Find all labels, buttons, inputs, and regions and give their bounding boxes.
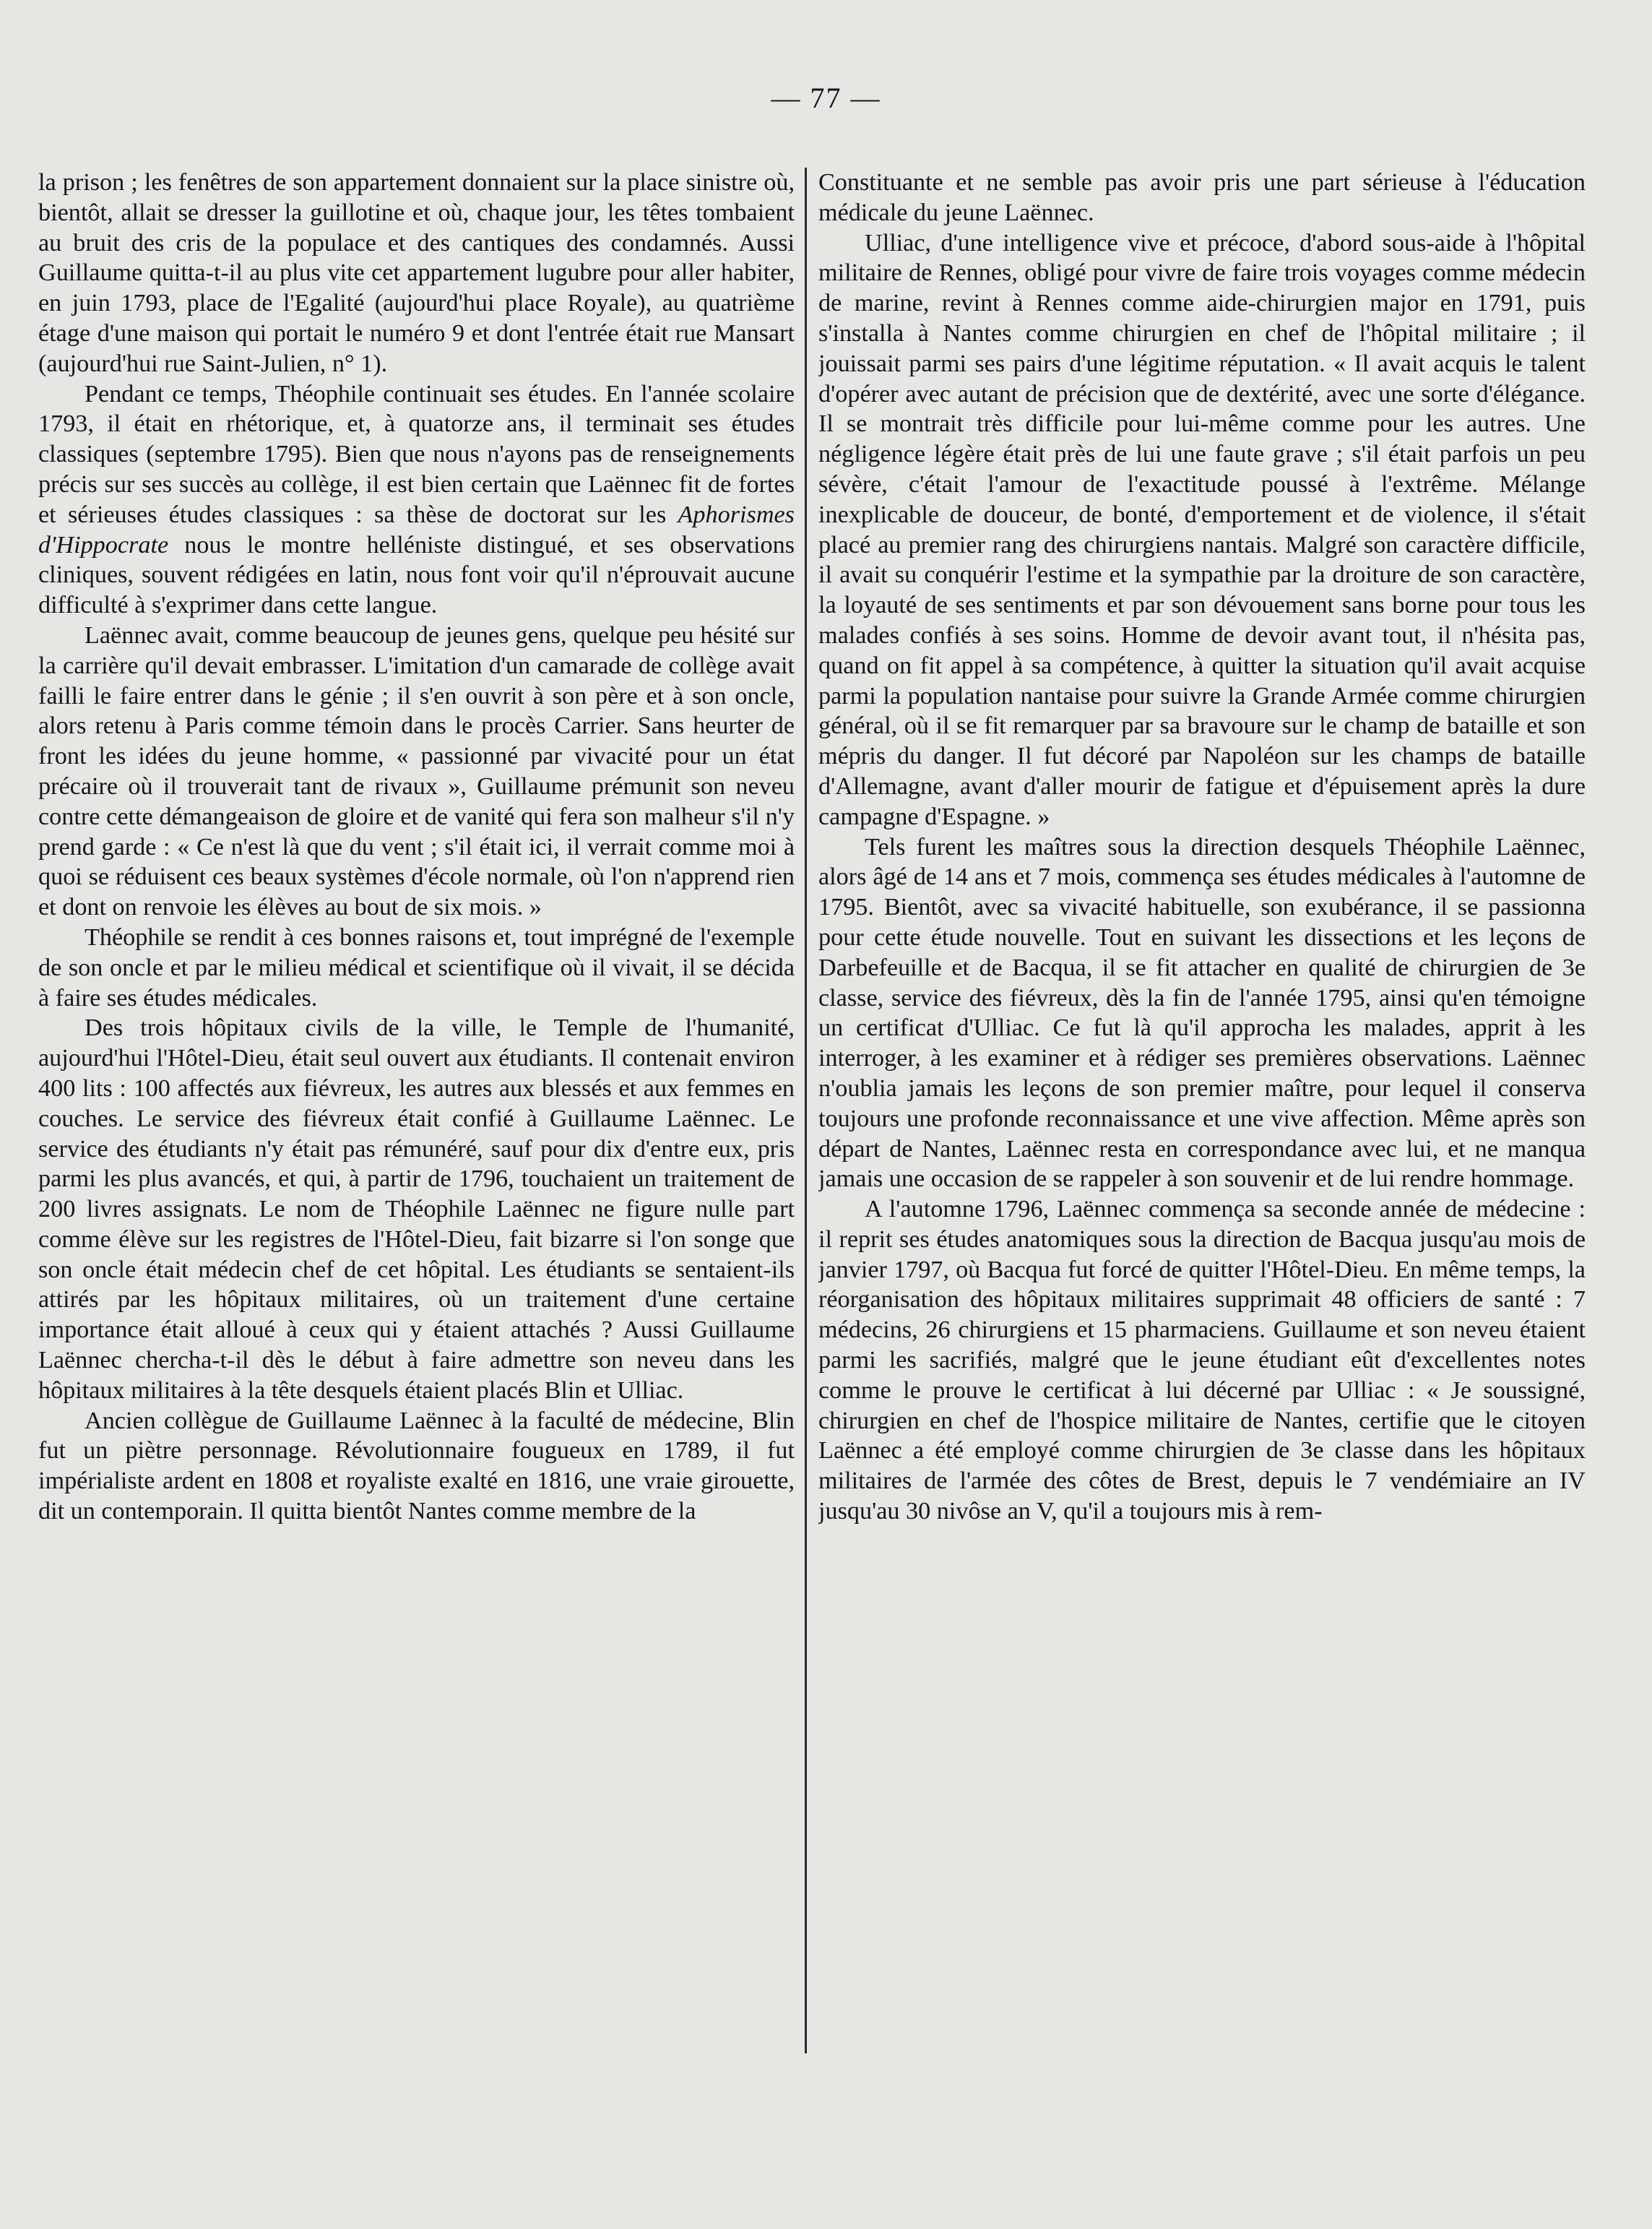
paragraph: Tels furent les maîtres sous la direction desquels Théophile Laënnec, alors âgé de 14 ans et 7 mois, commença ses études médicales à l'automne de 1795. Bientôt, avec sa vivacité habituelle, son exubérance, il se passionna pour cette étude nouvelle. Tout en suivant les dissections et les leçons de Darbefeuille et de Bacqua, il se fit attacher en qualité de chirurgien de 3e classe, service des fiévreux, dès la fin de l'année 1795, ainsi qu'en témoigne un certificat d'Ulliac. Ce fut là qu'il approcha les malades, apprit à les interroger, à les examiner et à rédiger ses premières observations. Laënnec n'oublia jamais les leçons de son premier maître, pour lequel il conserva toujours une profonde reconnaissance et une vive affection. Même après son départ de Nantes, Laënnec resta en correspondance avec lui, et ne manqua jamais une occasion de se rappeler à son souvenir et de lui rendre hommage. xyxy=(818,833,1586,1193)
paragraph xyxy=(38,379,795,621)
paragraph: Ulliac, d'une intelligence vive et précoce, d'abord sous-aide à l'hôpital militaire de Rennes, obligé pour vivre de faire trois voyages comme médecin de marine, revint à Rennes comme aide-chirurgien major en 1791, puis s'installa à Nantes comme chirurgien en chef de l'hôpital militaire ; il jouissait parmi ses pairs d'une légitime réputation. « Il avait acquis le talent d'opérer avec autant de précision que de dextérité, avec une sorte d'élégance. Il se montrait très difficile pour lui-même comme pour les autres. Une négligence légère était près de lui une faute grave ; s'il était parfois un peu sévère, c'était l'amour de l'exactitude poussé à l'extrême. Mélange inexplicable de douceur, de bonté, d'emportement et de violence, il s'était placé au premier rang des chirurgiens nantais. Malgré son caractère difficile, il avait su conquérir l'estime et la sympathie par la droiture de son caractère, la loyauté de ses sentiments et par son dévouement sans borne pour tous les malades confiés à ses soins. Homme de devoir avant tout, il n'hésita pas, quand on fit appel à sa compétence, à quitter la situation qu'il avait acquise parmi la population nantaise pour suivre la Grande Armée comme chirurgien général, où il se fit remarquer par sa bravoure sur le champ de bataille et son mépris du danger. Il fut décoré par Napoléon sur les champs de bataille d'Allemagne, avant d'aller mourir de fatigue et d'épuisement après la dure campagne d'Espagne. » xyxy=(818,229,1586,830)
paragraph-text: nous le montre helléniste distingué, et ses observations cliniques, souvent rédigées en latin, nous font voir qu'il n'éprouvait aucune difficulté à s'exprimer dans cette langue. xyxy=(38,531,795,619)
paragraph: Laënnec avait, comme beaucoup de jeunes gens, quelque peu hésité sur la carrière qu'il devait embrasser. L'imitation d'un camarade de collège avait failli le faire entrer dans le génie ; il s'en ouvrit à son père et à son oncle, alors retenu à Paris comme témoin dans le procès Carrier. Sans heurter de front les idées du jeune homme, « passionné par vivacité pour un état précaire où il trouverait tant de rivaux », Guillaume prémunit son neveu contre cette démangeaison de gloire et de vanité qui fera son malheur s'il n'y prend garde : « Ce n'est là que du vent ; s'il était ici, il verrait comme moi à quoi se réduisent ces beaux systèmes d'école normale, où l'on n'apprend rien et dont on renvoie les élèves au bout de six mois. » xyxy=(38,621,795,921)
paragraph: Des trois hôpitaux civils de la ville, le Temple de l'humanité, aujourd'hui l'Hôtel-Dieu, était seul ouvert aux étudiants. Il contenait environ 400 lits : 100 affectés aux fiévreux, les autres aux blessés et aux femmes en couches. Le service des fiévreux était confié à Guillaume Laënnec. Le service des étudiants n'y était pas rémunéré, sauf pour dix d'entre eux, pris parmi les plus avancés, et qui, à partir de 1796, touchaient un traitement de 200 livres assignats. Le nom de Théophile Laënnec ne figure nulle part comme élève sur les registres de l'Hôtel-Dieu, fait bizarre si l'on songe que son oncle était médecin chef de cet hôpital. Les étudiants se sentaient-ils attirés par les hôpitaux militaires, où un traitement d'une certaine importance était alloué à ceux qui y étaient attachés ? Aussi Guillaume Laënnec chercha-t-il dès le début à faire admettre son neveu dans les hôpitaux militaires à la tête desquels étaient placés Blin et Ulliac. xyxy=(38,1014,795,1404)
page-number: — 77 — xyxy=(771,82,881,114)
left-column xyxy=(38,168,795,2198)
column-divider xyxy=(805,168,807,2053)
paragraph: Ancien collègue de Guillaume Laënnec à la faculté de médecine, Blin fut un piètre personnage. Révolutionnaire fougueux en 1789, il fut impérialiste ardent en 1808 et royaliste exalté en 1816, une vraie girouette, dit un contemporain. Il quitta bientôt Nantes comme membre de la xyxy=(38,1407,795,1525)
paragraph: Constituante et ne semble pas avoir pris une part sérieuse à l'éducation médicale du jeune Laënnec. xyxy=(818,169,1586,226)
paragraph: la prison ; les fenêtres de son appartement donnaient sur la place sinistre où, bientôt, allait se dresser la guillotine et où, chaque jour, les têtes tombaient au bruit des cris de la populace et des cantiques des condamnés. Aussi Guillaume quitta-t-il au plus vite cet appartement lugubre pour aller habiter, en juin 1793, place de l'Egalité (aujourd'hui place Royale), au quatrième étage d'une maison qui portait le numéro 9 et dont l'entrée était rue Mansart (aujourd'hui rue Saint-Julien, n° 1). xyxy=(38,169,795,377)
paragraph-text: Pendant ce temps, Théophile continuait ses études. En l'année scolaire 1793, il était en rhétorique, et, à quatorze ans, il terminait ses études classiques (septembre 1795). Bien que nous n'ayons pas de renseignements précis sur ses succès au collège, il est bien certain que Laënnec fit de fortes et sérieuses études classiques : sa thèse de doctorat sur les xyxy=(38,380,795,528)
paragraph: A l'automne 1796, Laënnec commença sa seconde année de médecine : il reprit ses études anatomiques sous la direction de Bacqua jusqu'au mois de janvier 1797, où Bacqua fut forcé de quitter l'Hôtel-Dieu. En même temps, la réorganisation des hôpitaux militaires supprimait 48 officiers de santé : 7 médecins, 26 chirurgiens et 15 pharmaciens. Guillaume et son neveu étaient parmi les sacrifiés, malgré que le jeune étudiant eût d'excellentes notes comme le prouve le certificat à lui décerné par Ulliac : « Je soussigné, chirurgien en chef de l'hospice militaire de Nantes, certifie que le citoyen Laënnec a été employé comme chirurgien de 3e classe dans les hôpitaux militaires de l'armée des côtes de Brest, depuis le 7 vendémiaire an IV jusqu'au 30 nivôse an V, qu'il a toujours mis à rem- xyxy=(818,1196,1586,1525)
paragraph: Théophile se rendit à ces bonnes raisons et, tout imprégné de l'exemple de son oncle et par le milieu médical et scientifique où il vivait, il se décida à faire ses études médicales. xyxy=(38,923,795,1012)
right-column xyxy=(818,168,1586,2198)
italic-title: Aphorismes d'Hippocrate xyxy=(38,501,795,559)
